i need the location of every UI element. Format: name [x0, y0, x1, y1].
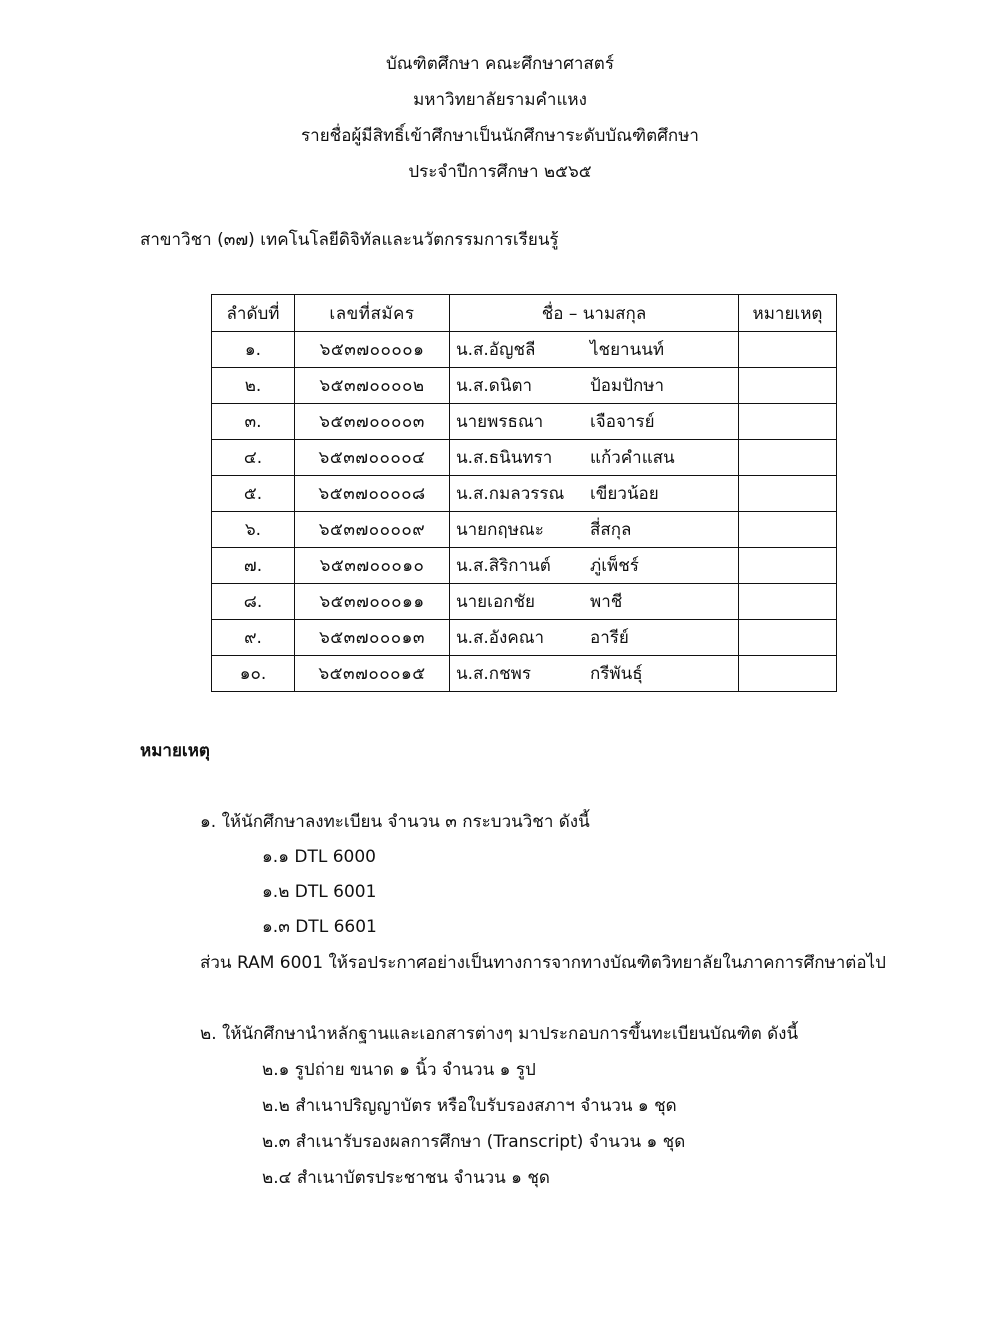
row-name [450, 332, 739, 368]
row-name [450, 404, 739, 440]
table-row [212, 440, 837, 476]
row-order: ๙. [212, 620, 295, 656]
row-last-name: แก้วคำแสน [590, 448, 675, 468]
row-app-no: ๖๕๓๗๐๐๐๐๔ [295, 440, 450, 476]
row-app-no: ๖๕๓๗๐๐๐๑๕ [295, 656, 450, 692]
note-item-1 [200, 807, 590, 947]
table-row [212, 548, 837, 584]
note-item-2-text: ๒. ให้นักศึกษานำหลักฐานและเอกสารต่างๆ มาประกอบการขึ้นทะเบียนบัณฑิต ดังนี้ [200, 1024, 799, 1044]
row-last-name: ป้อมปักษา [590, 376, 665, 396]
table-header-row [212, 295, 837, 332]
row-order: ๓. [212, 404, 295, 440]
table-row [212, 404, 837, 440]
row-first-name: น.ส.สิริกานต์ [456, 556, 551, 576]
row-note [739, 368, 837, 404]
row-order: ๗. [212, 548, 295, 584]
row-note [739, 512, 837, 548]
row-app-no: ๖๕๓๗๐๐๐๑๐ [295, 548, 450, 584]
row-last-name: กรีพันธุ์ [590, 664, 643, 684]
faculty-title: บัณฑิตศึกษา คณะศึกษาศาสตร์ [386, 54, 614, 74]
note-item-2-sub: ๒.๑ รูปถ่าย ขนาด ๑ นิ้ว จำนวน ๑ รูป [262, 1060, 536, 1080]
table-row [212, 656, 837, 692]
list-title: รายชื่อผู้มีสิทธิ์เข้าศึกษาเป็นนักศึกษาระดับบัณฑิตศึกษา [301, 126, 699, 146]
row-name [450, 368, 739, 404]
header-app-no: เลขที่สมัคร [295, 295, 450, 332]
row-order: ๔. [212, 440, 295, 476]
row-app-no: ๖๕๓๗๐๐๐๐๘ [295, 476, 450, 512]
ram-notice: ส่วน RAM 6001 ให้รอประกาศอย่างเป็นทางการจากทางบัณฑิตวิทยาลัยในภาคการศึกษาต่อไป [200, 953, 886, 973]
row-order: ๑. [212, 332, 295, 368]
table-row [212, 512, 837, 548]
table-row [212, 476, 837, 512]
row-last-name: อารีย์ [590, 628, 629, 648]
row-last-name: ไชยานนท์ [590, 340, 665, 360]
row-name [450, 656, 739, 692]
row-app-no: ๖๕๓๗๐๐๐๑๑ [295, 584, 450, 620]
row-name [450, 476, 739, 512]
row-name [450, 548, 739, 584]
university-name: มหาวิทยาลัยรามคำแหง [413, 90, 587, 110]
row-note [739, 476, 837, 512]
row-first-name: น.ส.ดนิตา [456, 376, 533, 396]
note-item-2-sub: ๒.๔ สำเนาบัตรประชาชน จำนวน ๑ ชุด [262, 1168, 550, 1188]
row-name [450, 620, 739, 656]
row-app-no: ๖๕๓๗๐๐๐๐๙ [295, 512, 450, 548]
branch-title: สาขาวิชา (๓๗) เทคโนโลยีดิจิทัลและนวัตกรรมการเรียนรู้ [140, 230, 559, 250]
row-last-name: เจือจารย์ [590, 412, 655, 432]
row-note [739, 584, 837, 620]
row-note [739, 548, 837, 584]
row-last-name: สี่สกุล [590, 520, 632, 540]
row-last-name: ภู่เพ็ชร์ [590, 556, 639, 576]
row-order: ๑๐. [212, 656, 295, 692]
row-app-no: ๖๕๓๗๐๐๐๑๓ [295, 620, 450, 656]
row-last-name: พาชี [590, 592, 623, 612]
row-last-name: เขียวน้อย [590, 484, 659, 504]
note-item-2 [200, 1019, 798, 1199]
row-note [739, 440, 837, 476]
row-first-name: นายพรธณา [456, 412, 544, 432]
note-item-1-text: ๑. ให้นักศึกษาลงทะเบียน จำนวน ๓ กระบวนวิชา ดังนี้ [200, 812, 590, 832]
row-first-name: น.ส.อัญชลี [456, 340, 536, 360]
note-item-1-sub: ๑.๒ DTL 6001 [262, 882, 377, 902]
row-note [739, 656, 837, 692]
row-first-name: นายเอกชัย [456, 592, 535, 612]
row-order: ๒. [212, 368, 295, 404]
notes-heading: หมายเหตุ [140, 741, 210, 761]
row-app-no: ๖๕๓๗๐๐๐๐๓ [295, 404, 450, 440]
table-row [212, 584, 837, 620]
row-first-name: น.ส.กมลวรรณ [456, 484, 565, 504]
note-item-2-sub: ๒.๓ สำเนารับรองผลการศึกษา (Transcript) จำนวน ๑ ชุด [262, 1132, 686, 1152]
document-header [0, 46, 1000, 190]
row-first-name: น.ส.กชพร [456, 664, 531, 684]
row-order: ๖. [212, 512, 295, 548]
note-item-1-sub: ๑.๓ DTL 6601 [262, 917, 377, 937]
table-row [212, 620, 837, 656]
row-app-no: ๖๕๓๗๐๐๐๐๑ [295, 332, 450, 368]
academic-year: ประจำปีการศึกษา ๒๕๖๕ [408, 162, 592, 182]
header-name: ชื่อ – นามสกุล [450, 295, 739, 332]
row-first-name: น.ส.ธนินทรา [456, 448, 553, 468]
row-first-name: น.ส.อังคณา [456, 628, 545, 648]
table-row [212, 332, 837, 368]
header-order: ลำดับที่ [212, 295, 295, 332]
row-name [450, 440, 739, 476]
row-note [739, 332, 837, 368]
table-row [212, 368, 837, 404]
header-note: หมายเหตุ [739, 295, 837, 332]
note-item-2-sub: ๒.๒ สำเนาปริญญาบัตร หรือใบรับรองสภาฯ จำนวน ๑ ชุด [262, 1096, 677, 1116]
row-first-name: นายกฤษณะ [456, 520, 544, 540]
row-app-no: ๖๕๓๗๐๐๐๐๒ [295, 368, 450, 404]
row-note [739, 404, 837, 440]
student-table [211, 294, 837, 692]
note-item-1-sub: ๑.๑ DTL 6000 [262, 847, 377, 867]
row-order: ๘. [212, 584, 295, 620]
row-name [450, 584, 739, 620]
row-name [450, 512, 739, 548]
row-order: ๕. [212, 476, 295, 512]
row-note [739, 620, 837, 656]
